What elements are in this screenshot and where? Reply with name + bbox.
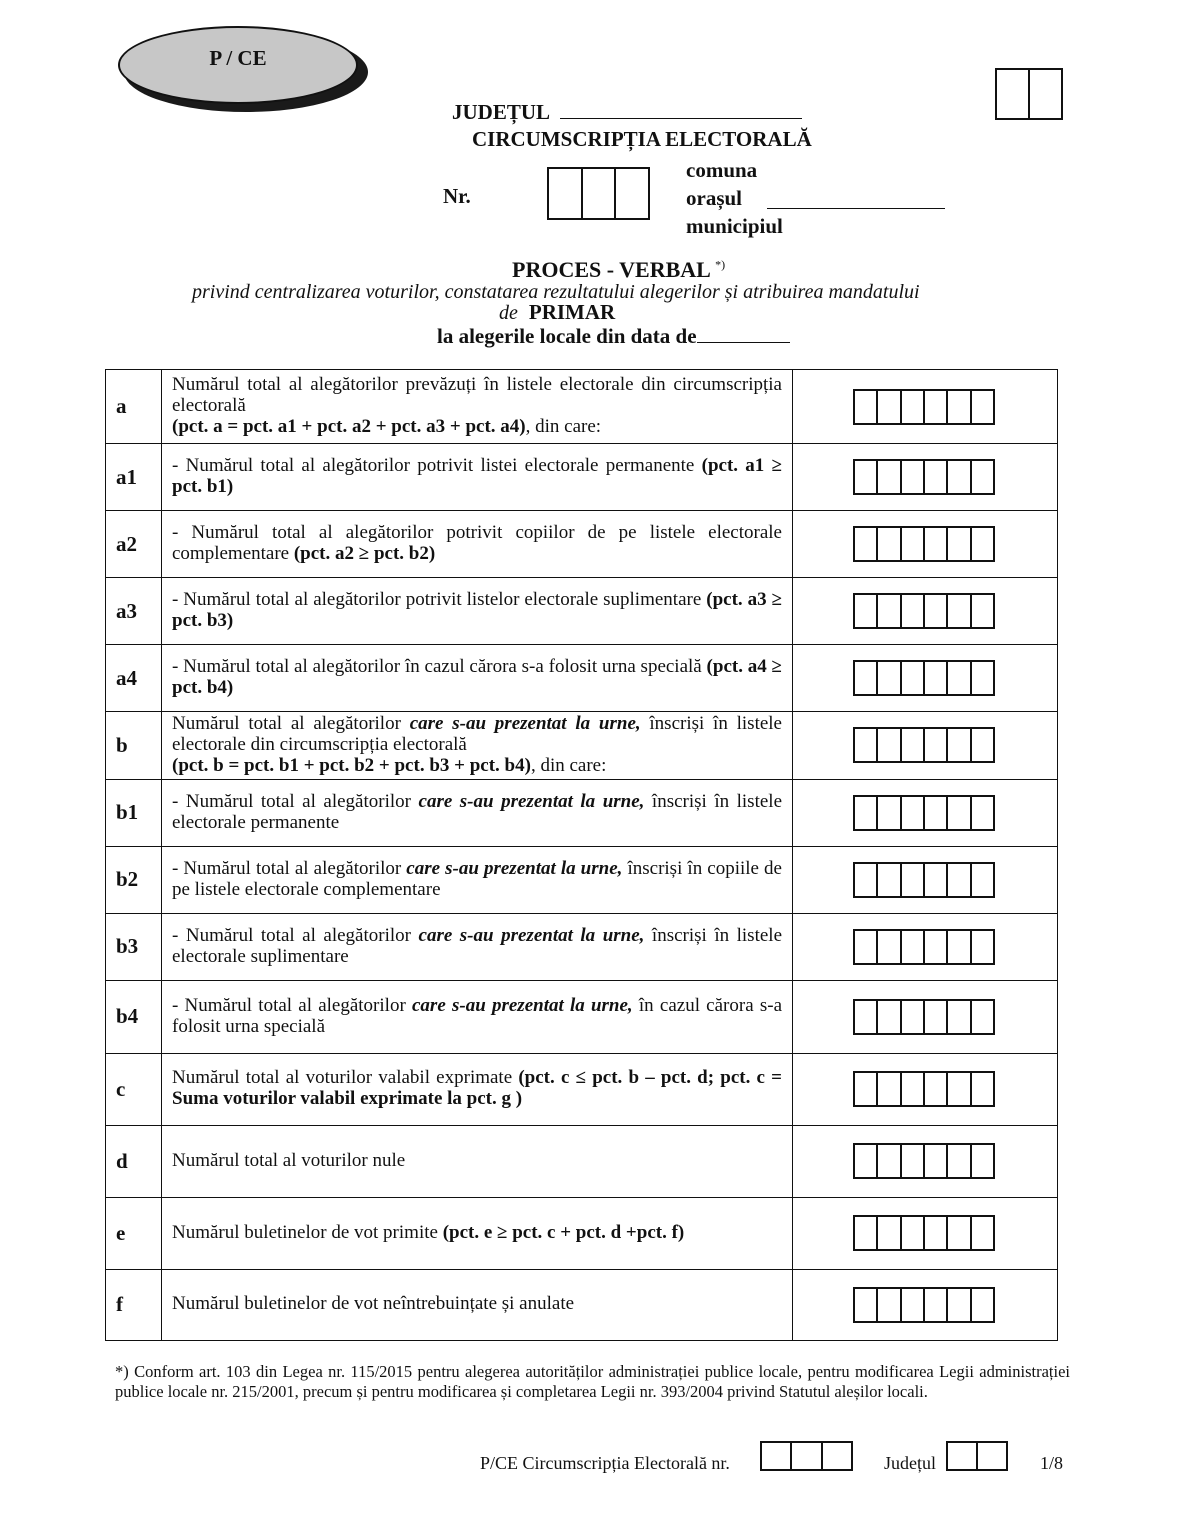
digit-boxes[interactable] (853, 593, 995, 629)
locality-municipiu: municipiul (686, 214, 783, 238)
title-text: PROCES - VERBAL (512, 257, 710, 282)
digit-box[interactable] (878, 595, 901, 627)
row-value-cell (793, 578, 1058, 645)
digit-box[interactable] (972, 729, 993, 761)
box-cell[interactable] (583, 169, 617, 218)
description-part: - Numărul total al alegătorilor potrivit listelor electorale suplimentare (172, 589, 707, 611)
row-description (162, 846, 793, 913)
digit-box[interactable] (878, 1001, 901, 1033)
digit-boxes[interactable] (853, 999, 995, 1035)
table-row (106, 578, 1058, 645)
digit-box[interactable] (878, 797, 901, 829)
footer-judet-label: Județul (884, 1453, 936, 1473)
digit-box[interactable] (925, 864, 948, 896)
digit-boxes[interactable] (853, 459, 995, 495)
footnote: *) Conform art. 103 din Legea nr. 115/2015 pentru alegerea autorităților administrației publice locale, pentru modificarea Legii administrației publice locale nr. 215/2001, precum și pentru modificarea și completarea Legii nr. 393/2004 privind Statutul aleșilor locali. (115, 1362, 1070, 1401)
description-part: - Numărul total al alegătorilor (172, 994, 412, 1016)
digit-box[interactable] (925, 931, 948, 963)
table-row (106, 712, 1058, 780)
row-description (162, 511, 793, 578)
row-code: a (106, 370, 162, 444)
row-value-cell (793, 511, 1058, 578)
table-row (106, 645, 1058, 712)
digit-box[interactable] (878, 1217, 901, 1249)
digit-boxes[interactable] (853, 929, 995, 965)
row-description (162, 370, 793, 444)
digit-box[interactable] (855, 1145, 878, 1177)
results-table (105, 369, 1058, 1341)
box-cell[interactable] (1030, 70, 1061, 118)
row-description (162, 1197, 793, 1269)
digit-box[interactable] (855, 797, 878, 829)
digit-boxes[interactable] (853, 660, 995, 696)
digit-box[interactable] (855, 1217, 878, 1249)
row-description (162, 1125, 793, 1197)
digit-box[interactable] (855, 1001, 878, 1033)
county-code-boxes[interactable] (995, 68, 1063, 120)
row-code: e (106, 1197, 162, 1269)
description-part: , din care: (525, 415, 602, 437)
footer-circumscription-label: P/CE Circumscripția Electorală nr. (480, 1453, 730, 1473)
digit-box[interactable] (878, 528, 901, 560)
digit-box[interactable] (902, 528, 925, 560)
description-part: - Numărul total al alegătorilor (172, 857, 407, 879)
digit-box[interactable] (972, 461, 993, 493)
digit-box[interactable] (878, 1073, 901, 1105)
row-code: b (106, 712, 162, 780)
digit-box[interactable] (878, 662, 901, 694)
digit-boxes[interactable] (853, 727, 995, 763)
table-row (106, 846, 1058, 913)
locality-oras: orașul (686, 186, 743, 210)
row-description (162, 444, 793, 511)
digit-box[interactable] (972, 1073, 993, 1105)
row-value-cell (793, 1125, 1058, 1197)
row-code: a4 (106, 645, 162, 712)
description-part: Numărul total al voturilor valabil exprimate (172, 1067, 519, 1089)
digit-boxes[interactable] (853, 862, 995, 898)
description-part: în cazul cărora s-a folosit urna specială (172, 994, 783, 1037)
digit-box[interactable] (972, 931, 993, 963)
description-part: (pct. b = pct. b1 + pct. b2 + pct. b3 + pct. b4) (172, 754, 531, 776)
digit-box[interactable] (855, 461, 878, 493)
row-description (162, 578, 793, 645)
digit-box[interactable] (855, 595, 878, 627)
digit-box[interactable] (948, 528, 971, 560)
digit-box[interactable] (972, 1289, 993, 1321)
title-subtitle: privind centralizarea voturilor, constatarea rezultatului alegerilor și atribuirea mandatului (192, 281, 920, 303)
digit-boxes[interactable] (853, 1071, 995, 1107)
digit-box[interactable] (902, 595, 925, 627)
description-part: (pct. a = pct. a1 + pct. a2 + pct. a3 + pct. a4) (172, 415, 526, 437)
circumscription-number-boxes[interactable] (547, 167, 650, 220)
digit-box[interactable] (902, 662, 925, 694)
description-part: - Numărul total al alegătorilor în cazul cărora s-a folosit urna specială (172, 656, 707, 678)
digit-box[interactable] (902, 1289, 925, 1321)
digit-box[interactable] (972, 391, 993, 423)
digit-box[interactable] (878, 391, 901, 423)
description-part: - Numărul total al alegătorilor potrivit listei electorale permanente (172, 455, 702, 477)
row-value-cell (793, 444, 1058, 511)
description-part: care s-au prezentat la urne, (412, 994, 633, 1016)
digit-box[interactable] (855, 1289, 878, 1321)
digit-boxes[interactable] (853, 389, 995, 425)
description-part: care s-au prezentat la urne, (406, 857, 623, 879)
election-date-label: la alegerile locale din data de (437, 324, 697, 348)
digit-box[interactable] (972, 595, 993, 627)
description-part: care s-au prezentat la urne, (418, 924, 645, 946)
row-value-cell (793, 645, 1058, 712)
digit-box[interactable] (855, 729, 878, 761)
digit-box[interactable] (878, 461, 901, 493)
digit-box[interactable] (855, 931, 878, 963)
digit-box[interactable] (925, 1001, 948, 1033)
digit-box[interactable] (972, 1217, 993, 1249)
digit-box[interactable] (948, 595, 971, 627)
description-part: care s-au prezentat la urne, (418, 790, 645, 812)
title-role: PRIMAR (528, 300, 616, 324)
digit-box[interactable] (925, 1073, 948, 1105)
row-value-cell (793, 846, 1058, 913)
description-part: (pct. e ≥ pct. c + pct. d +pct. f) (442, 1221, 685, 1243)
table-row (106, 1125, 1058, 1197)
footer-judet-boxes[interactable] (946, 1441, 1008, 1471)
description-part: - Numărul total al alegătorilor (172, 790, 419, 812)
digit-box[interactable] (948, 1145, 971, 1177)
title-role-line (499, 300, 615, 325)
digit-box[interactable] (902, 391, 925, 423)
row-value-cell (793, 370, 1058, 444)
digit-box[interactable] (948, 864, 971, 896)
digit-box[interactable] (925, 662, 948, 694)
title-footnote-mark: *) (715, 257, 726, 272)
table-row (106, 444, 1058, 511)
digit-box[interactable] (925, 1145, 948, 1177)
digit-boxes[interactable] (853, 795, 995, 831)
digit-box[interactable] (925, 461, 948, 493)
row-value-cell (793, 1197, 1058, 1269)
digit-box[interactable] (925, 595, 948, 627)
digit-box[interactable] (902, 1073, 925, 1105)
digit-box[interactable] (925, 1289, 948, 1321)
description-part: Numărul buletinelor de vot primite (172, 1221, 443, 1243)
digit-box[interactable] (972, 1145, 993, 1177)
locality-name-field[interactable] (767, 190, 945, 209)
digit-box[interactable] (972, 864, 993, 896)
description-part: Numărul buletinelor de vot neîntrebuințate și anulate (172, 1293, 575, 1315)
digit-box[interactable] (902, 931, 925, 963)
digit-box[interactable] (878, 729, 901, 761)
digit-box[interactable] (878, 1145, 901, 1177)
box-cell[interactable] (948, 1443, 978, 1469)
row-value-cell (793, 779, 1058, 846)
row-description (162, 1053, 793, 1125)
digit-box[interactable] (972, 662, 993, 694)
row-code: a2 (106, 511, 162, 578)
digit-box[interactable] (925, 1217, 948, 1249)
description-part: (pct. a2 ≥ pct. b2) (293, 543, 436, 564)
election-date-line (437, 324, 790, 349)
box-cell[interactable] (823, 1443, 851, 1469)
row-description (162, 913, 793, 980)
digit-box[interactable] (855, 391, 878, 423)
digit-box[interactable] (925, 391, 948, 423)
digit-box[interactable] (855, 1073, 878, 1105)
row-code: c (106, 1053, 162, 1125)
digit-box[interactable] (925, 797, 948, 829)
description-part: înscriși în listele electorale suplimentare (172, 924, 782, 967)
judet-line (452, 100, 802, 125)
digit-box[interactable] (948, 391, 971, 423)
box-cell[interactable] (762, 1443, 792, 1469)
form-code-badge (118, 26, 358, 104)
digit-box[interactable] (902, 797, 925, 829)
row-code: a3 (106, 578, 162, 645)
table-row (106, 1053, 1058, 1125)
row-code: b1 (106, 779, 162, 846)
page-number: 1/8 (1040, 1453, 1064, 1473)
digit-box[interactable] (948, 1073, 971, 1105)
description-part: (pct. a3 ≥ pct. b3) (172, 589, 783, 631)
digit-box[interactable] (902, 864, 925, 896)
judet-field[interactable] (560, 100, 802, 119)
description-part: înscriși în copiile de pe listele electorale complementare (172, 857, 782, 900)
document-title (512, 257, 725, 283)
description-part: Numărul total al voturilor nule (172, 1149, 406, 1171)
table-row (106, 980, 1058, 1053)
description-part: Numărul total al alegătorilor prevăzuți în listele electorale din circumscripția electorală (172, 374, 782, 417)
box-cell[interactable] (549, 169, 583, 218)
digit-box[interactable] (902, 461, 925, 493)
row-description (162, 980, 793, 1053)
description-part: înscriși în listele electorale din circumscripția electorală (172, 713, 782, 755)
row-value-cell (793, 1269, 1058, 1340)
description-part: (pct. a4 ≥ pct. b4) (172, 656, 782, 698)
row-code: a1 (106, 444, 162, 511)
row-description (162, 645, 793, 712)
row-description (162, 712, 793, 780)
nr-label: Nr. (443, 184, 471, 208)
description-part: - Numărul total al alegătorilor potrivit copiilor de pe listele electorale complementare (172, 522, 782, 564)
digit-box[interactable] (948, 797, 971, 829)
digit-box[interactable] (948, 461, 971, 493)
box-cell[interactable] (978, 1443, 1006, 1469)
description-part: înscriși în listele electorale permanente (172, 790, 782, 833)
row-description (162, 779, 793, 846)
digit-box[interactable] (878, 1289, 901, 1321)
row-code: d (106, 1125, 162, 1197)
digit-box[interactable] (948, 1217, 971, 1249)
digit-box[interactable] (948, 1001, 971, 1033)
digit-box[interactable] (902, 1145, 925, 1177)
table-row (106, 1269, 1058, 1340)
description-part: Numărul total al alegătorilor (172, 713, 410, 734)
table-row (106, 511, 1058, 578)
digit-box[interactable] (855, 864, 878, 896)
box-cell[interactable] (997, 70, 1030, 118)
title-de: de (499, 302, 518, 324)
form-code-text: P / CE (209, 46, 267, 70)
row-description (162, 1269, 793, 1340)
row-value-cell (793, 712, 1058, 780)
digit-boxes[interactable] (853, 1215, 995, 1251)
digit-boxes[interactable] (853, 1287, 995, 1323)
digit-box[interactable] (902, 1001, 925, 1033)
locality-comuna: comuna (686, 158, 758, 182)
digit-box[interactable] (902, 729, 925, 761)
digit-boxes[interactable] (853, 1143, 995, 1179)
digit-box[interactable] (972, 528, 993, 560)
table-row (106, 779, 1058, 846)
row-value-cell (793, 980, 1058, 1053)
digit-box[interactable] (855, 528, 878, 560)
row-code: b3 (106, 913, 162, 980)
circumscription-label: CIRCUMSCRIPȚIA ELECTORALĂ (472, 127, 812, 151)
digit-boxes[interactable] (853, 526, 995, 562)
digit-box[interactable] (948, 662, 971, 694)
row-code: b2 (106, 846, 162, 913)
digit-box[interactable] (878, 931, 901, 963)
description-part: - Numărul total al alegătorilor (172, 924, 419, 946)
digit-box[interactable] (855, 662, 878, 694)
description-part: (pct. c ≤ pct. b – pct. d; pct. c = Suma voturilor valabil exprimate la pct. g ) (172, 1067, 782, 1110)
box-cell[interactable] (616, 169, 648, 218)
election-date-field[interactable] (697, 324, 790, 343)
description-part: (pct. a1 ≥ pct. b1) (172, 455, 783, 497)
digit-box[interactable] (902, 1217, 925, 1249)
judet-label: JUDEȚUL (452, 100, 549, 124)
digit-box[interactable] (878, 864, 901, 896)
description-part: care s-au prezentat la urne, (409, 713, 641, 734)
digit-box[interactable] (948, 1289, 971, 1321)
digit-box[interactable] (972, 1001, 993, 1033)
table-row (106, 370, 1058, 444)
box-cell[interactable] (792, 1443, 822, 1469)
row-value-cell (793, 913, 1058, 980)
row-code: f (106, 1269, 162, 1340)
description-part: , din care: (530, 754, 607, 776)
row-value-cell (793, 1053, 1058, 1125)
digit-box[interactable] (925, 528, 948, 560)
digit-box[interactable] (948, 931, 971, 963)
digit-box[interactable] (972, 797, 993, 829)
row-code: b4 (106, 980, 162, 1053)
footer-circumscription-boxes[interactable] (760, 1441, 853, 1471)
digit-box[interactable] (925, 729, 948, 761)
table-row (106, 1197, 1058, 1269)
digit-box[interactable] (948, 729, 971, 761)
table-row (106, 913, 1058, 980)
